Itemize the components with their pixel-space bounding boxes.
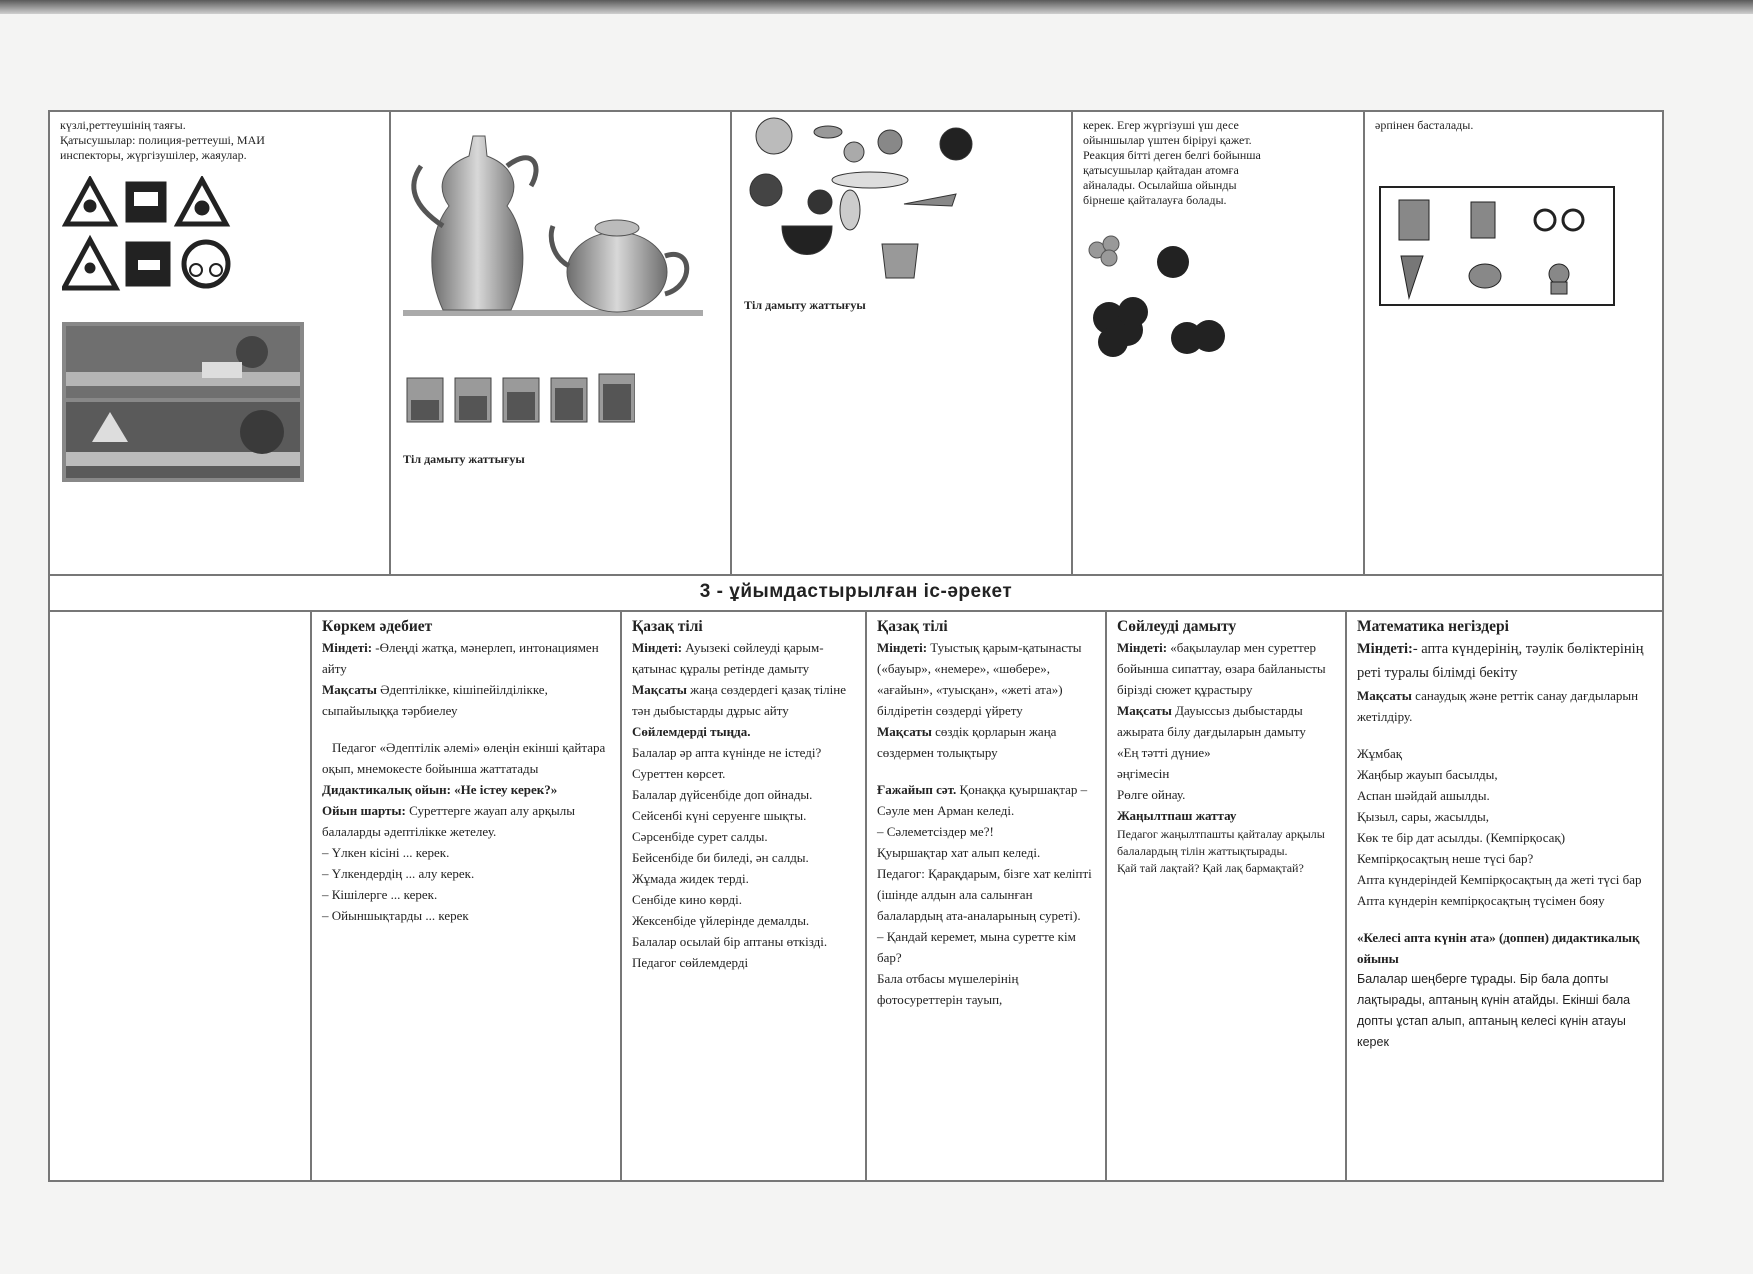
text: - апта күндерінің, тәулік бөліктерінің реті туралы білімді бекіту xyxy=(1357,641,1644,681)
vegetables-fruits-image xyxy=(742,114,992,284)
label: Міндеті: xyxy=(632,640,683,655)
text: -Өлеңді жатқа, мәнерлеп, интонациямен айту xyxy=(322,640,599,676)
task-block xyxy=(877,637,1095,721)
text-line: Аспан шәйдай ашылды. xyxy=(1357,788,1490,803)
text-line: Рөлге ойнау. xyxy=(1117,787,1186,802)
text-line: Қай тай лақтай? Қай лақ бармақтай? xyxy=(1117,861,1304,875)
text: «бақылаулар мен суреттер бойынша сипаттау, өзара байланысты бірізді сюжет құрастыру xyxy=(1117,640,1326,697)
riddle-title: Жұмбақ xyxy=(1357,746,1403,761)
game-title: Дидактикалық ойын: «Не істеу керек?» xyxy=(322,782,558,797)
text-line: әрпінен басталады. xyxy=(1375,118,1474,132)
list-item: – Кішілерге ... керек. xyxy=(322,887,438,902)
text-line: Кемпірқосақтың неше түсі бар? xyxy=(1357,851,1534,866)
subject-title: Көркем әдебиет xyxy=(322,618,433,635)
scan-edge xyxy=(0,0,1753,14)
task-block xyxy=(1357,637,1656,685)
list-item: – Ойыншықтарды ... керек xyxy=(322,908,469,923)
subject-title: Математика негіздері xyxy=(1357,618,1509,635)
text-line: Қуыршақтар хат алып келеді. xyxy=(877,845,1041,860)
label: Міндеті: xyxy=(322,640,373,655)
text-line: Апта күндерін кемпірқосақтың түсімен бояу xyxy=(1357,893,1605,908)
subject-cell-kazakh-1 xyxy=(622,610,867,1182)
game-text: Балалар шеңберге тұрады. Бір бала допты лақтырады, аптаның күнін атайды. Екінші бала допты ұстап алып, аптаның келесі күнін атауы керек xyxy=(1357,972,1631,1049)
text-line: айналады. Осылайша ойынды xyxy=(1083,178,1237,192)
top-cell-1 xyxy=(50,112,391,574)
road-signs-image xyxy=(62,176,252,294)
goal-block xyxy=(632,679,855,721)
task-block xyxy=(322,637,610,679)
text-line: Апта күндеріндей Кемпірқосақтың да жеті түсі бар xyxy=(1357,872,1642,887)
text-line: Педагог сөйлемдерді xyxy=(632,955,749,970)
top-cell-4-text xyxy=(1073,112,1363,214)
goal-block xyxy=(1357,685,1656,727)
text-line: Бала отбасы мүшелерінің фотосуреттерін тауып, xyxy=(877,971,1019,1007)
text-line: Сейсенбі күні серуенге шықты. xyxy=(632,808,807,823)
label: Ойын шарты: xyxy=(322,803,406,818)
text-line: Балалар дүйсенбіде доп ойнады. xyxy=(632,787,813,802)
top-cell-2 xyxy=(391,112,732,574)
text-line: Қатысушылар: полиция-реттеуші, МАИ xyxy=(60,133,265,147)
caption: Тіл дамыту жаттығуы xyxy=(744,298,866,312)
list-item: – Үлкен кісіні ... керек. xyxy=(322,845,450,860)
subject-title: Сөйлеуді дамыту xyxy=(1117,618,1237,635)
label: Міндеті: xyxy=(1117,640,1168,655)
text-line: Бейсенбіде би биледі, ән салды. xyxy=(632,850,809,865)
top-cell-5 xyxy=(1365,112,1666,574)
heading: Жаңылтпаш жаттау xyxy=(1117,808,1237,823)
text: жаңа сөздердегі қазақ тіліне тән дыбыстарды дұрыс айту xyxy=(632,682,847,718)
empty-cell xyxy=(50,610,312,1182)
road-scene-image xyxy=(62,322,304,482)
atoms-game-image xyxy=(1083,230,1263,370)
text-line: – Қандай керемет, мына суретте кім бар? xyxy=(877,929,1076,965)
text-line: Реакция бітті деген белгі бойынша xyxy=(1083,148,1261,162)
text: Суреттерге жауап алу арқылы балаларды әдептілікке жетелеу. xyxy=(322,803,575,839)
list-item: – Үлкендердің ... алу керек. xyxy=(322,866,475,881)
label: Мақсаты xyxy=(322,682,377,697)
text-line: Педагог: Қарақдарым, бізге хат келіпті (ішінде алдын ала салынған балалардың ата-аналарының суреті). xyxy=(877,866,1092,923)
text: Дауыссыз дыбыстарды ажырата білу дағдыларын дамыту xyxy=(1117,703,1306,739)
text-line: Сәрсенбіде сурет салды. xyxy=(632,829,768,844)
heading: Ғажайып сәт. xyxy=(877,782,957,797)
text-line: – Сәлеметсіздер ме?! xyxy=(877,824,994,839)
text-line: инспекторы, жүргізушілер, жаяулар. xyxy=(60,148,247,162)
text: санаудық және реттік санау дағдыларын жетілдіру. xyxy=(1357,688,1639,724)
text: сөздік қорларын жаңа сөздермен толықтыру xyxy=(877,724,1057,760)
text-line: Педагог жаңылтпашты қайталау арқылы балалардың тілін жаттықтырады. xyxy=(1117,827,1325,858)
subject-cell-math xyxy=(1347,610,1666,1182)
text-line: Жексенбіде үйлерінде демалды. xyxy=(632,913,810,928)
text-line: қатысушылар қайтадан атомға xyxy=(1083,163,1239,177)
paragraph: Педагог «Әдептілік әлемі» өлеңін екінші қайтара оқып, мнемокесте бойынша жаттатады xyxy=(322,740,606,776)
plan-table xyxy=(48,110,1664,1182)
text-line: Жұмада жидек терді. xyxy=(632,871,749,886)
label: Міндеті: xyxy=(1357,641,1413,657)
text-line: Балалар осылай бір аптаны өткізді. xyxy=(632,934,828,949)
heading-line xyxy=(877,779,1095,821)
subject-title: Қазақ тілі xyxy=(632,618,703,635)
subject-cell-speech xyxy=(1107,610,1347,1182)
goal-block xyxy=(322,679,610,721)
task-block xyxy=(1117,637,1335,700)
subject-cell-literature xyxy=(312,610,622,1182)
top-row xyxy=(50,112,1662,576)
text: Туыстық қарым-қатынасты («бауыр», «немере», «шөбере», «ағайын», «туысқан», «жеті ата») білдіретін сөздерді үйрету xyxy=(877,640,1082,718)
label: Мақсаты xyxy=(632,682,687,697)
text-line: Балалар әр апта күнінде не істеді? Суреттен көрсет. xyxy=(632,745,822,781)
text: Әдептілікке, кішіпейілділікке, сыпайылыққа тәрбиелеу xyxy=(322,682,548,718)
glasses-image xyxy=(403,366,635,426)
section-title: 3 - ұйымдастырылған іс-әрекет xyxy=(50,574,1662,612)
top-cell-4 xyxy=(1073,112,1365,574)
text: Ауызекі сөйлеуді қарым-қатынас құралы ретінде дамыту xyxy=(632,640,824,676)
text-line: Жаңбыр жауып басылды, xyxy=(1357,767,1498,782)
goal-block xyxy=(877,721,1095,763)
heading: Сөйлемдерді тыңда. xyxy=(632,724,751,739)
goal-block xyxy=(1117,700,1335,742)
game-rule xyxy=(322,800,610,842)
teapot-jug-image xyxy=(403,126,703,322)
text-line: «Ең тәтті дүние» xyxy=(1117,745,1211,760)
caption: Тіл дамыту жаттығуы xyxy=(403,452,525,466)
top-cell-3 xyxy=(732,112,1073,574)
subject-cell-kazakh-2 xyxy=(867,610,1107,1182)
task-block xyxy=(632,637,855,679)
label: Мақсаты xyxy=(1117,703,1172,718)
text-line: Сенбіде кино көрді. xyxy=(632,892,743,907)
text-line: ойыншылар үштен біріруі қажет. xyxy=(1083,133,1252,147)
label: Міндеті: xyxy=(877,640,928,655)
label: Мақсаты xyxy=(1357,688,1412,703)
text-line: Көк те бір дат асылды. (Кемпірқосақ) xyxy=(1357,830,1566,845)
text-line: керек. Егер жүргізуші үш десе xyxy=(1083,118,1239,132)
text-line: әңгімесін xyxy=(1117,766,1170,781)
top-cell-1-text xyxy=(50,112,389,169)
top-cell-5-text xyxy=(1365,112,1666,139)
activities-row xyxy=(50,610,1662,1182)
game-title: «Келесі апта күнін ата» (доппен) дидактикалық ойыны xyxy=(1357,930,1640,966)
text: Қонаққа қуыршақтар – Сәуле мен Арман келеді. xyxy=(877,782,1088,818)
text-line: Қызыл, сары, жасылды, xyxy=(1357,809,1490,824)
subject-title: Қазақ тілі xyxy=(877,618,948,635)
label: Мақсаты xyxy=(877,724,932,739)
text-line: күзлі,реттеушінің таяғы. xyxy=(60,118,186,132)
picture-cards-image xyxy=(1379,186,1615,306)
text-line: бірнеше қайталауға болады. xyxy=(1083,193,1227,207)
